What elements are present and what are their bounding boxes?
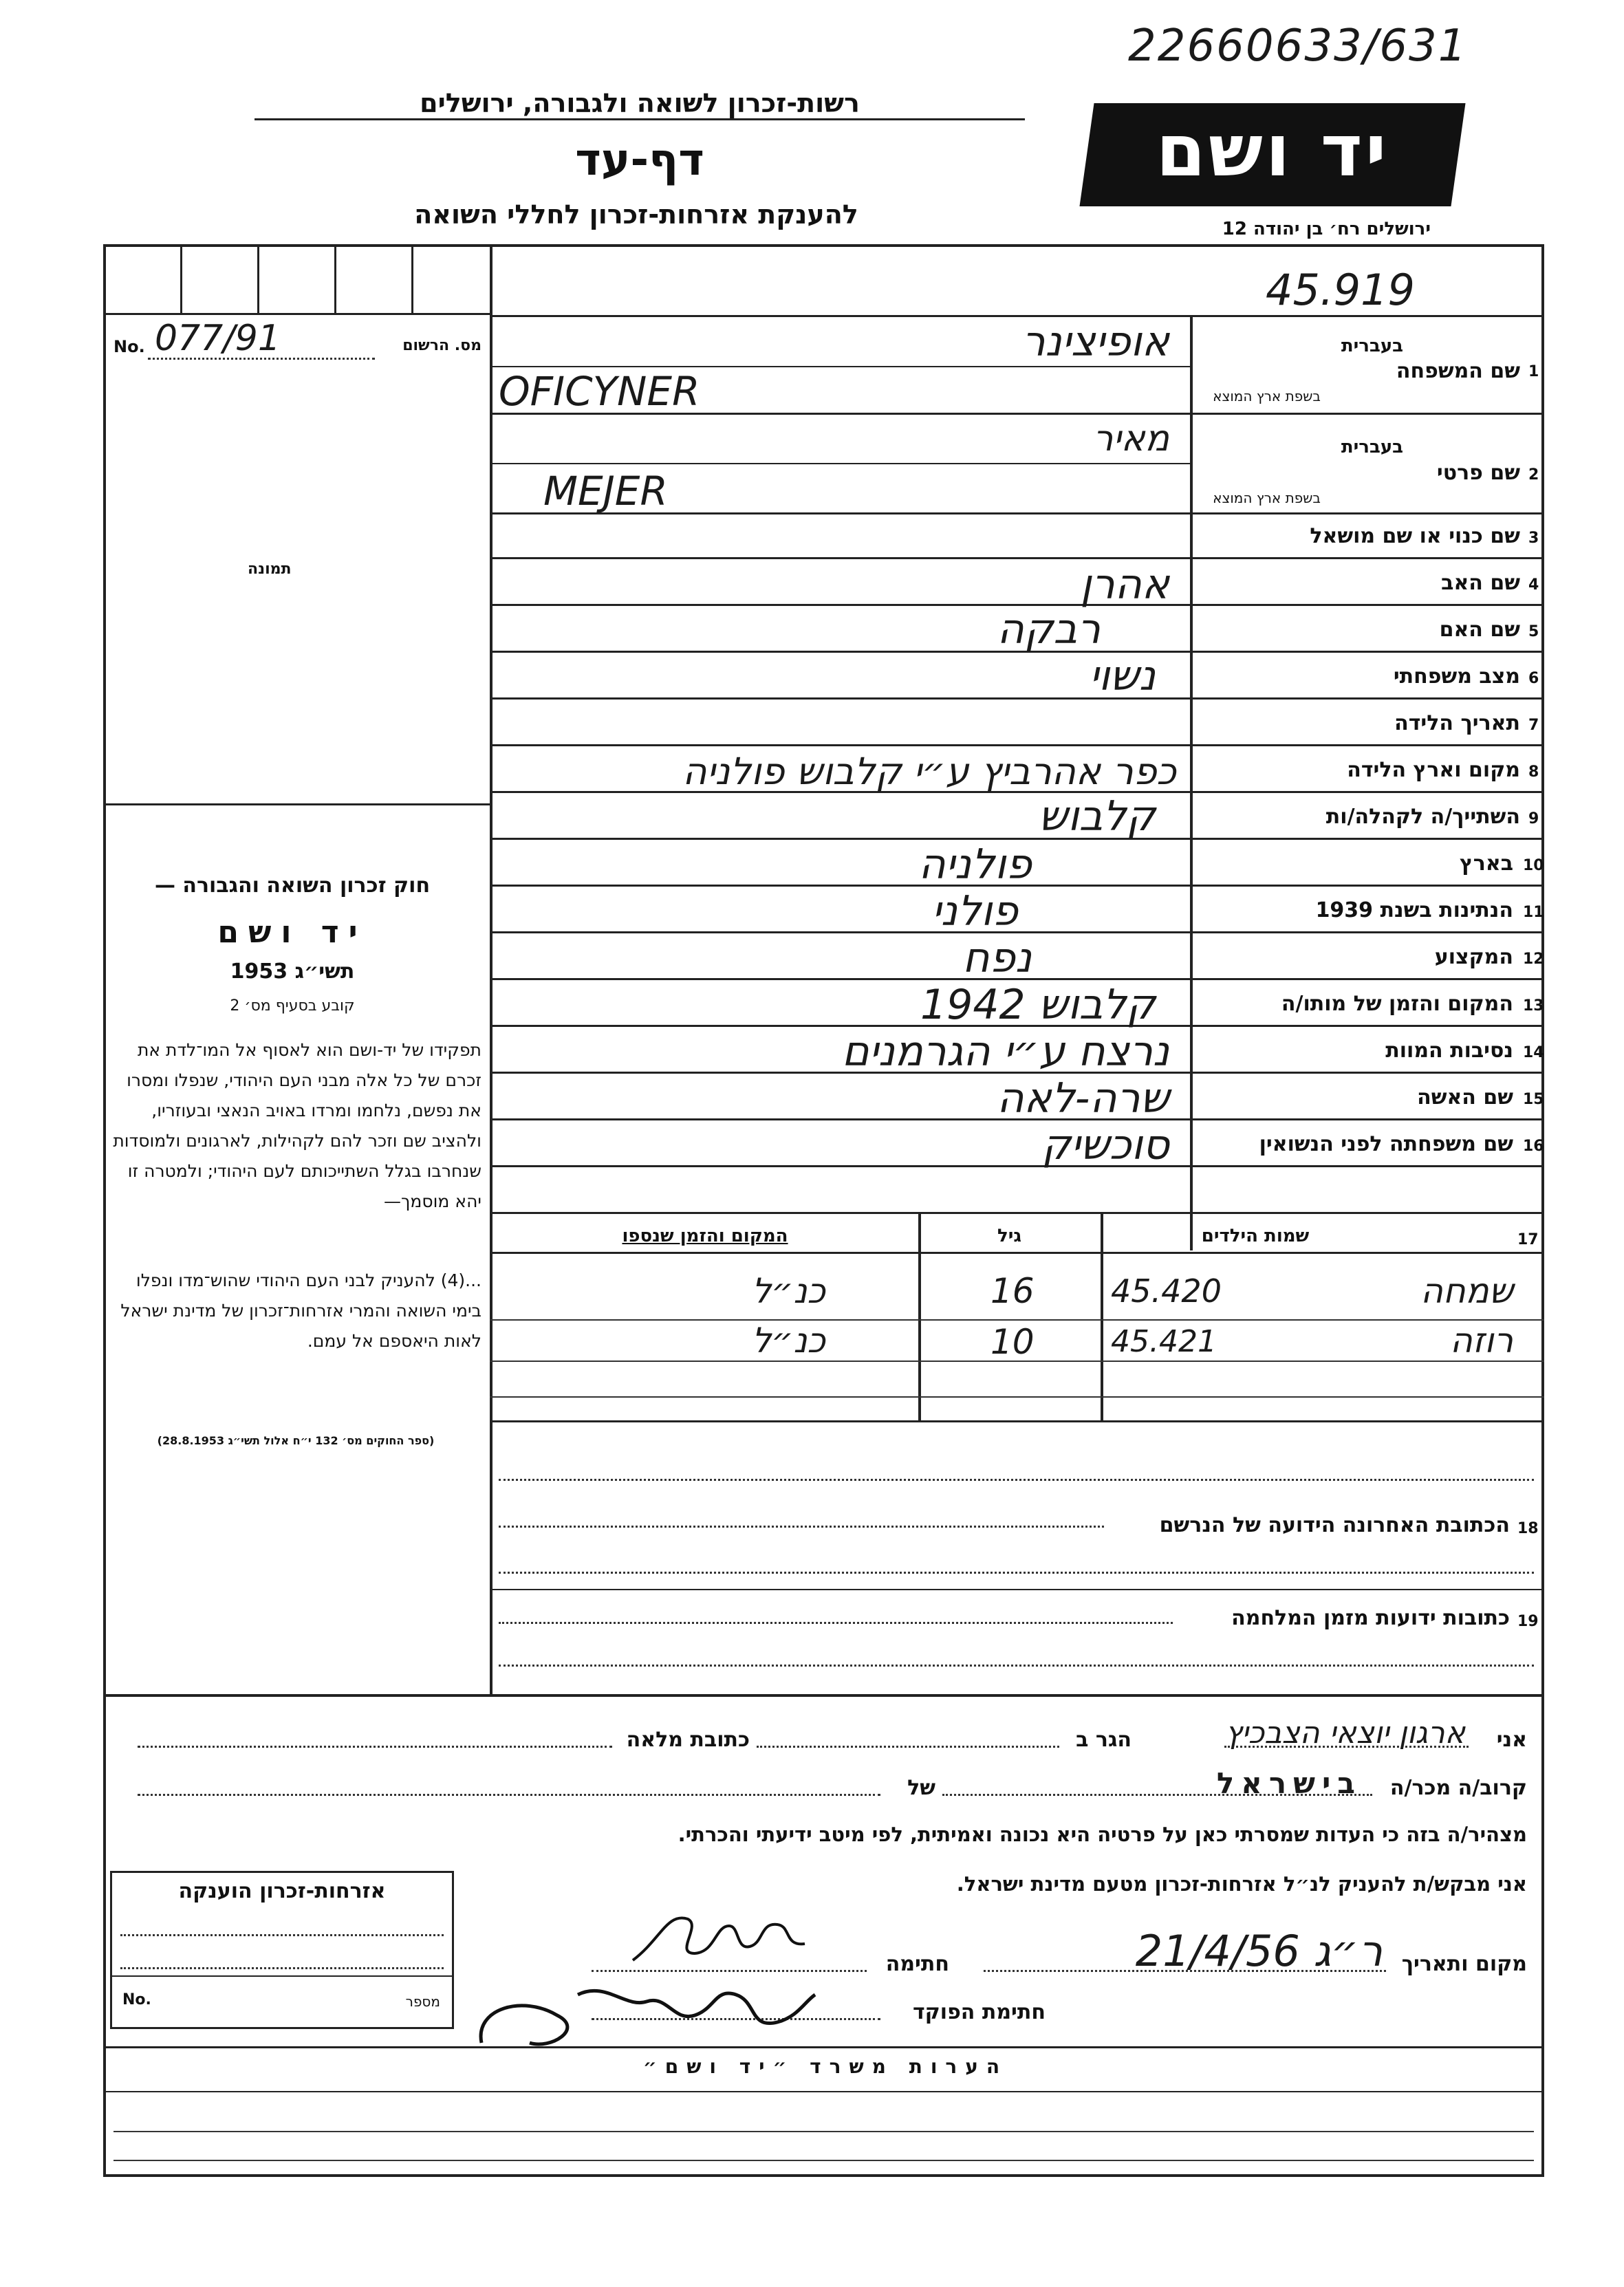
field-1-sub-origin: בשפת ארץ המוצא	[1213, 388, 1321, 404]
field-2-sub-origin: בשפת ארץ המוצא	[1213, 490, 1321, 506]
registration-number: 077/91	[155, 318, 281, 359]
field-13-value: קלבוש 1942	[920, 981, 1156, 1029]
record-number: 45.919	[1266, 265, 1415, 315]
field-18-number: 18	[1517, 1520, 1539, 1537]
field-19-number: 19	[1517, 1613, 1539, 1630]
archive-number: 22660633/631	[1128, 21, 1468, 72]
field-7-number: 7	[1528, 717, 1539, 734]
office-notes-label: הערות משרד ״יד ושם״	[642, 2055, 1008, 2078]
field-1-value-latin: OFICYNER	[499, 368, 700, 415]
child-1-place: כנ״ל	[751, 1271, 825, 1311]
declaration-resides: הגר ב	[1076, 1728, 1132, 1752]
label-divider	[1190, 316, 1193, 1250]
field-5-label: שם האם	[1439, 618, 1520, 642]
field-2-number: 2	[1528, 466, 1539, 484]
field-2-sub-hebrew: בעברית	[1341, 437, 1403, 457]
citizenship-number-label: מספר	[405, 1993, 440, 2010]
law-clause: קובע בסעיף מס׳ 2	[230, 997, 355, 1015]
registration-no-prefix: No.	[113, 337, 145, 356]
field-11-value: פולני	[931, 887, 1018, 935]
declaration-full-address: כתובת מלאה	[626, 1728, 750, 1752]
law-title: חוק זכרון השואה והגבורה —	[154, 874, 431, 898]
declarant-name: ארגון יוצאי הצבכיץ	[1225, 1715, 1465, 1751]
law-name: יד ושם	[217, 915, 367, 950]
field-3-label: שם כנוי או שם מושאל	[1310, 524, 1520, 548]
logo-text: יד ושם	[1156, 109, 1389, 193]
child-1-age: 16	[990, 1271, 1035, 1311]
field-2-value-latin: MEJER	[543, 468, 668, 514]
citizenship-no: No.	[122, 1991, 151, 2008]
field-9-label: השתייך/ה לקהלה/ות	[1325, 805, 1520, 829]
law-source: (ספר החוקים מס׳ 132 י״ח אלול תשי״ג 28.8.1953)	[157, 1434, 435, 1447]
field-1-label: שם המשפחה	[1396, 359, 1520, 383]
field-8-value: כפר אהרביץ ע״י קלבוש פולניה	[682, 750, 1176, 793]
field-8-number: 8	[1528, 763, 1539, 781]
field-17-number: 17	[1517, 1231, 1539, 1248]
field-2-value: מאיר	[1092, 418, 1169, 459]
child-1-name: שמחה	[1420, 1271, 1513, 1311]
children-place-header: המקום והזמן שנספו	[622, 1226, 788, 1246]
field-3-number: 3	[1528, 530, 1539, 547]
field-12-number: 12	[1523, 951, 1544, 968]
authority-name: רשות-זכרון לשואה ולגבורה, ירושלים	[255, 88, 1025, 120]
field-16-number: 16	[1523, 1138, 1544, 1155]
form-title: דף-עד	[575, 135, 704, 186]
field-14-value: נרצח ע״י הגרמנים	[841, 1028, 1169, 1076]
address: ירושלים רח׳ בן יהודה 12	[1222, 219, 1431, 239]
field-11-number: 11	[1523, 904, 1544, 921]
child-2-age: 10	[990, 1322, 1035, 1362]
place-date-value: ר״ג 21/4/56	[1135, 1926, 1383, 1976]
declaration-of: של	[907, 1776, 935, 1800]
field-5-value: רבקה	[997, 605, 1101, 653]
declaration-i: אני	[1496, 1728, 1527, 1752]
signature-label: חתימה	[885, 1952, 949, 1976]
field-11-label: הנתינות בשנת 1939	[1315, 898, 1513, 922]
photo-label: תמונה	[248, 561, 292, 578]
field-19-label: כתובות ידועות מזמן המלחמה	[1231, 1606, 1510, 1630]
field-14-label: נסיבות המוות	[1385, 1039, 1513, 1063]
field-7-label: תאריך הלידה	[1394, 711, 1520, 735]
field-10-number: 10	[1523, 857, 1544, 874]
field-4-value: אהרן	[1080, 561, 1169, 609]
field-2-label: שם פרטי	[1436, 461, 1520, 485]
field-10-label: בארץ	[1459, 852, 1513, 876]
law-year: תשי״ג 1953	[230, 960, 355, 984]
field-1-number: 1	[1528, 363, 1539, 380]
law-paragraph-2: ...(4) להעניק לבני העם היהודי שהוש־מדו ונפלו בימי השואה והמרי אזרחות־זכרון של מדינת ישראל לאות היאספם אל עמם.	[120, 1270, 481, 1351]
children-names-header: שמות הילדים	[1201, 1226, 1310, 1246]
declaration-relative: קרוב/ה מכר/ה	[1389, 1776, 1527, 1800]
citizenship-box-title: אזרחות-זכרון הוענקה	[178, 1879, 386, 1903]
officer-signature-label: חתימת הפוקד	[913, 2000, 1046, 2024]
field-15-label: שם האשה	[1417, 1085, 1513, 1109]
declaration-request: אני מבקש/ת להעניק לנ״ל אזרחות-זכרון מטעם מדינת ישראל.	[956, 1872, 1527, 1896]
field-6-value: נשוי	[1089, 652, 1156, 700]
form-subtitle: להענקת אזרחות-זכרון לחללי השואה	[414, 199, 858, 230]
child-2-name: רוזה	[1450, 1321, 1513, 1361]
field-18-label: הכתובת האחרונה הידועה של הנרשם	[1159, 1513, 1510, 1537]
field-10-value: פולניה	[918, 841, 1032, 889]
field-4-label: שם האב	[1441, 571, 1520, 595]
field-6-label: מצב משפחתי	[1393, 664, 1520, 689]
field-8-label: מקום וארץ הלידה	[1347, 758, 1520, 782]
declaration-statement: מצהיר/ה בזה כי העדות שמסרתי כאן על פרטיה היא נכונה ואמיתית, לפי מיטב ידיעתי והכרתי.	[678, 1823, 1527, 1846]
declaration-relative-value: בישראל	[1216, 1766, 1362, 1800]
field-12-value: נפח	[962, 934, 1032, 982]
field-12-label: המקצוע	[1434, 945, 1513, 969]
declarant-signature	[619, 1898, 825, 1974]
place-date-label: מקום ותאריך	[1401, 1952, 1527, 1976]
field-15-number: 15	[1523, 1091, 1544, 1108]
officer-signature	[468, 1967, 825, 2063]
field-14-number: 14	[1523, 1044, 1544, 1061]
child-2-place: כנ״ל	[751, 1321, 825, 1361]
child-1-number: 45.420	[1111, 1272, 1222, 1310]
law-paragraph-1: תפקידו של יד-ושם הוא לאסוף אל המו־לדת את זכרם של כל אלה מבני העם היהודי, שנפלו ומסרו את נפשם, נלחמו ומרדו באויב הנאצי ובעוזריו, ולהציב שם וזכר להם לקהילות, לארגונים ולמוסדות שנחרבו בגלל השתייכותם לעם היהודי; ולמטרה זו יהא מוסמך—	[113, 1040, 481, 1211]
field-5-number: 5	[1528, 623, 1539, 640]
registration-label: מס. הרשום	[402, 337, 481, 354]
field-13-label: המקום והזמן של מותו/ה	[1281, 992, 1513, 1016]
field-13-number: 13	[1523, 997, 1544, 1015]
field-16-value: סוכשיק	[1041, 1121, 1169, 1169]
field-9-value: קלבוש	[1038, 792, 1156, 841]
field-16-label: שם משפחתה לפני הנשואין	[1259, 1132, 1513, 1156]
field-1-sub-hebrew: בעברית	[1341, 336, 1403, 356]
field-15-value: שרה-לאה	[997, 1074, 1169, 1123]
field-1-value: אופיצינר	[1021, 318, 1169, 366]
child-2-number: 45.421	[1111, 1324, 1217, 1359]
children-age-header: גיל	[997, 1226, 1021, 1246]
field-6-number: 6	[1528, 670, 1539, 687]
field-9-number: 9	[1528, 810, 1539, 827]
field-4-number: 4	[1528, 576, 1539, 594]
